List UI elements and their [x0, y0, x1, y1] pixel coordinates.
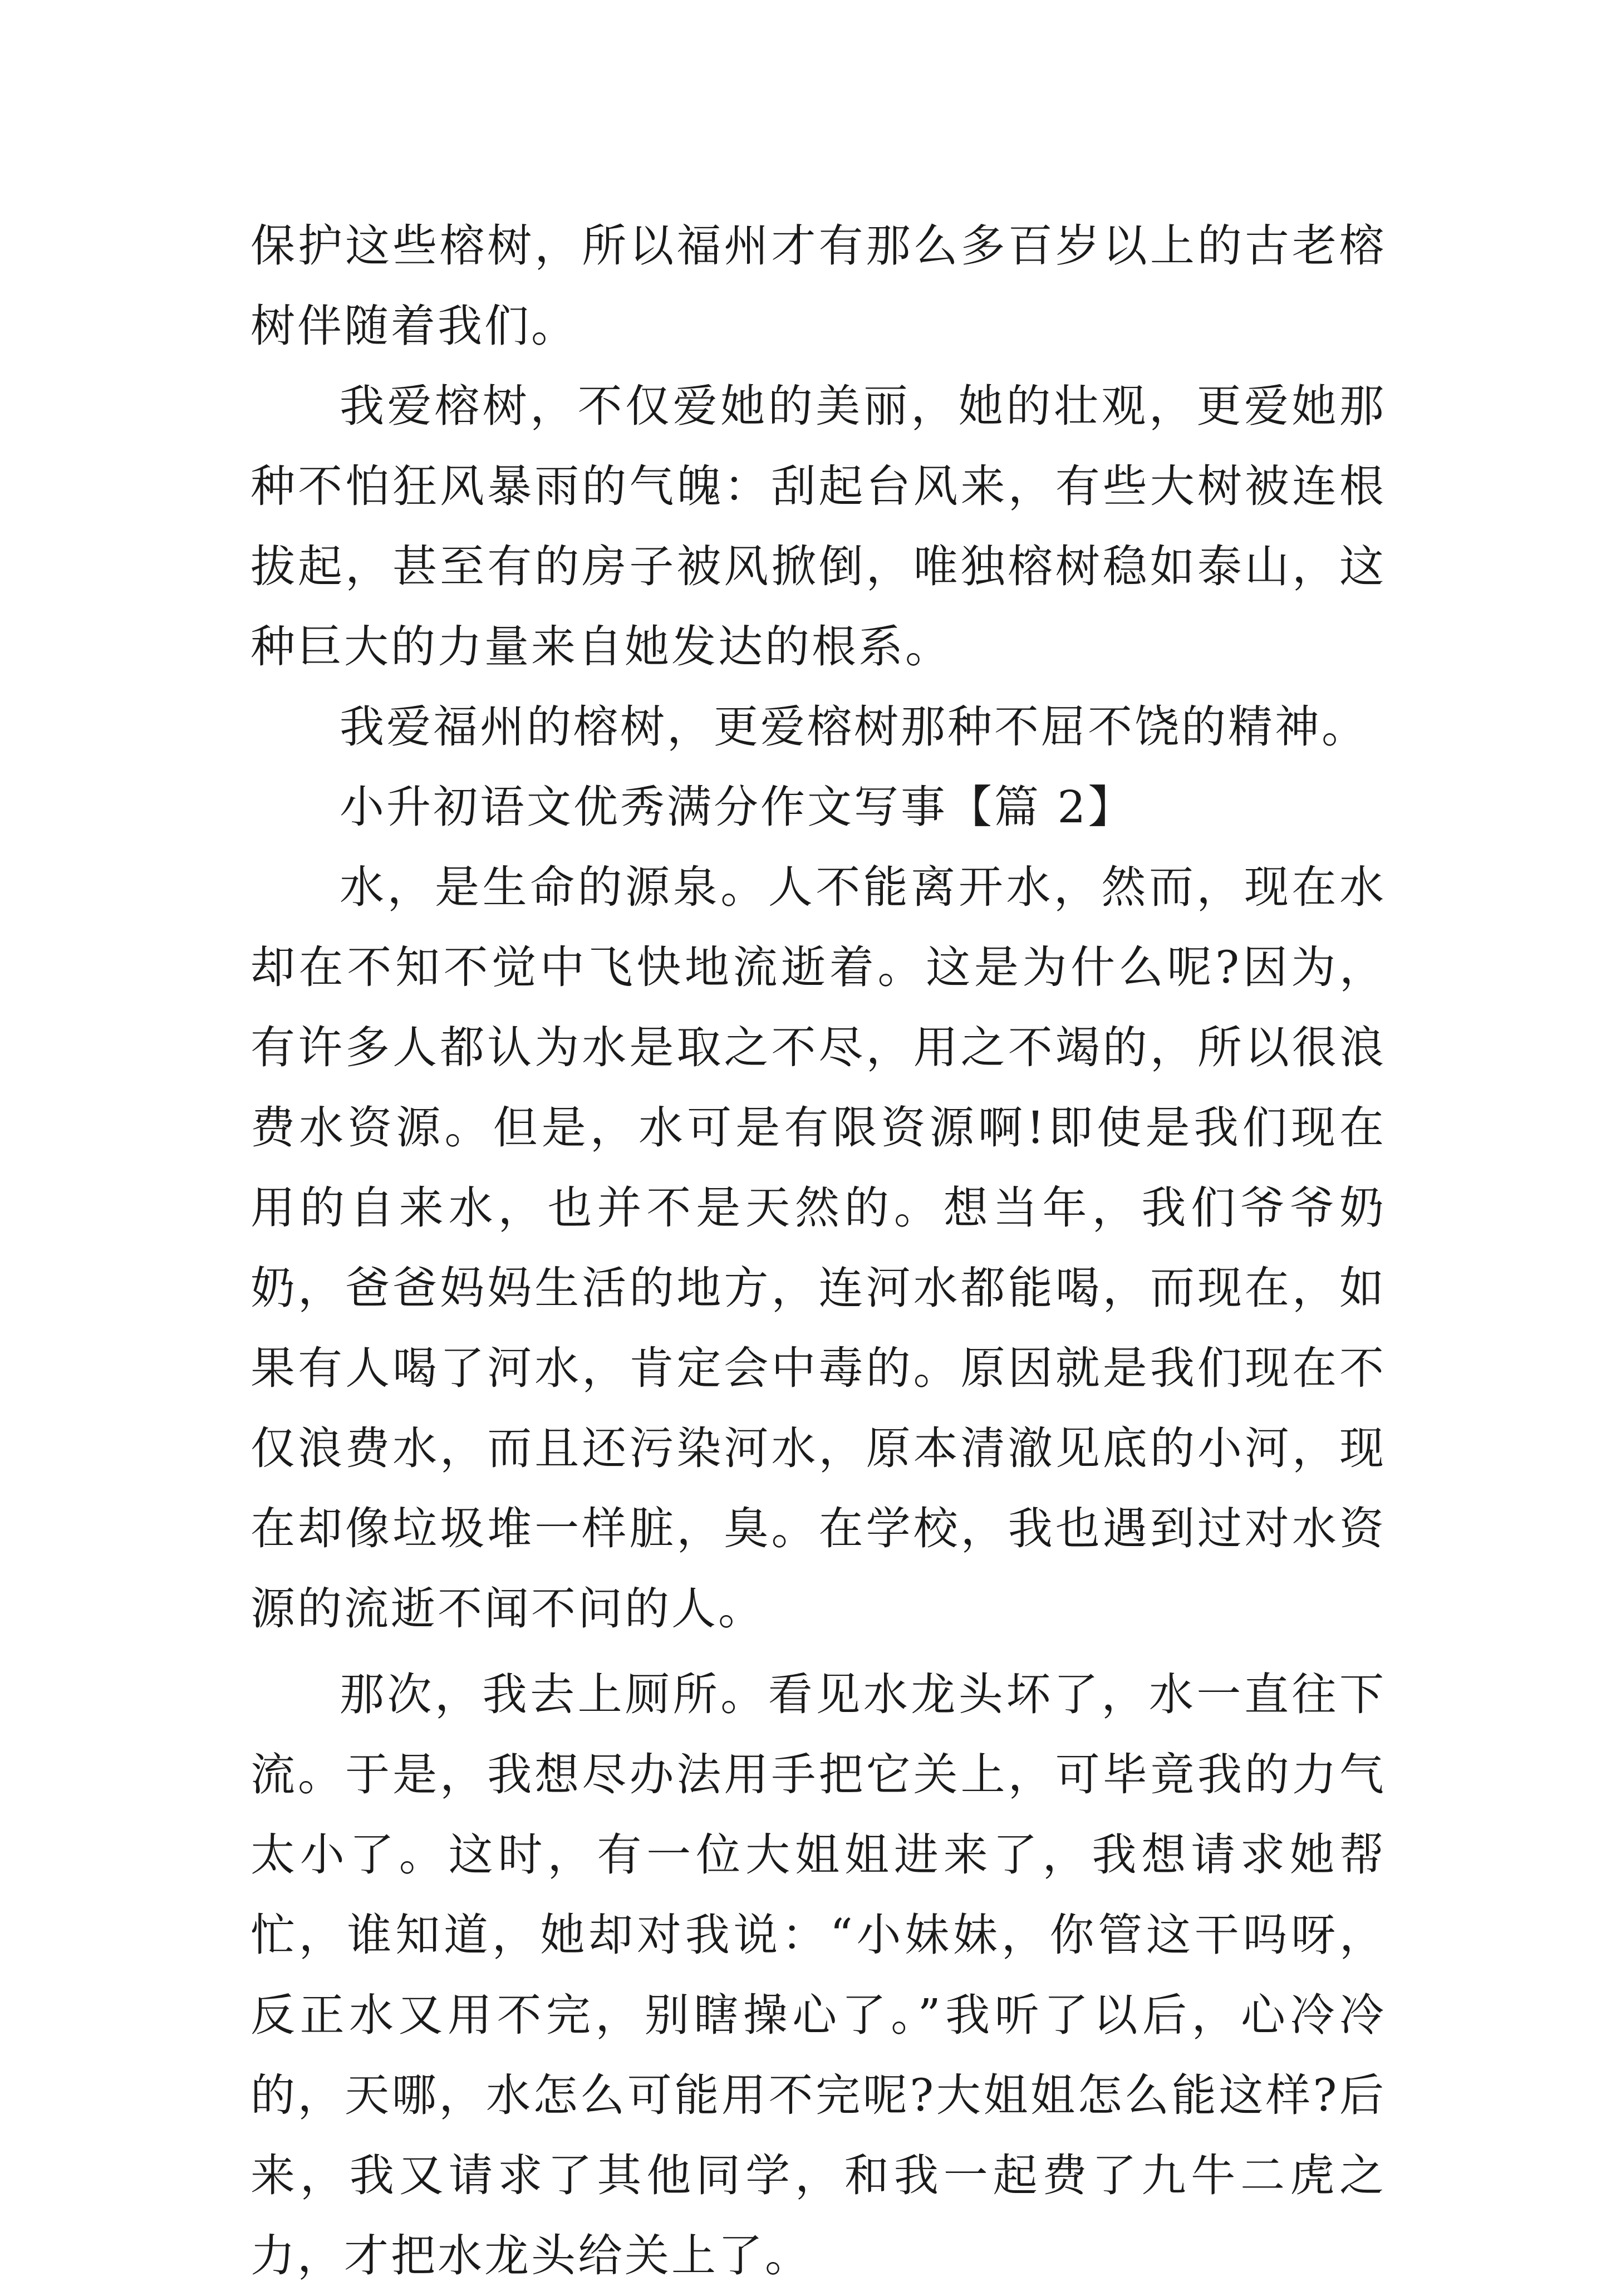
paragraph: 那次，我去上厕所。看见水龙头坏了，水一直往下流。于是，我想尽办法用手把它关上，可毕竟我的力气太小了。这时，有一位大姐姐进来了，我想请求她帮忙，谁知道，她却对我说：“小妹妹，你管这干吗呀，反正水又用不完，别瞎操心了。”我听了以后，心冷冷的，天哪，水怎么可能用不完呢?大姐姐怎么能这样?后来，我又请求了其他同学，和我一起费了九牛二虎之力，才把水龙头给关上了。: [251, 1669, 1386, 2282]
paragraph: 我爱榕树，不仅爱她的美丽，她的壮观，更爱她那种不怕狂风暴雨的气魄：刮起台风来，有些大树被连根拔起，甚至有的房子被风掀倒，唯独榕树稳如泰山，这种巨大的力量来自她发达的根系。: [251, 380, 1386, 673]
section-heading: 小升初语文优秀满分作文写事【篇 2】: [340, 781, 1135, 833]
paragraph-continuation: 保护这些榕树，所以福州才有那么多百岁以上的古老榕树伴随着我们。: [251, 220, 1386, 352]
paragraph: 水，是生命的源泉。人不能离开水，然而，现在水却在不知不觉中飞快地流逝着。这是为什么呢?因为，有许多人都认为水是取之不尽，用之不竭的，所以很浪费水资源。但是，水可是有限资源啊!即使是我们现在用的自来水，也并不是天然的。想当年，我们爷爷奶奶，爸爸妈妈生活的地方，连河水都能喝，而现在，如果有人喝了河水，肯定会中毒的。原因就是我们现在不仅浪费水，而且还污染河水，原本清澈见底的小河，现在却像垃圾堆一样脏，臭。在学校，我也遇到过对水资源的流逝不闻不问的人。: [251, 861, 1386, 1635]
document-body: [251, 206, 1386, 2296]
paragraph: 我爱福州的榕树，更爱榕树那种不屈不饶的精神。: [340, 701, 1368, 753]
